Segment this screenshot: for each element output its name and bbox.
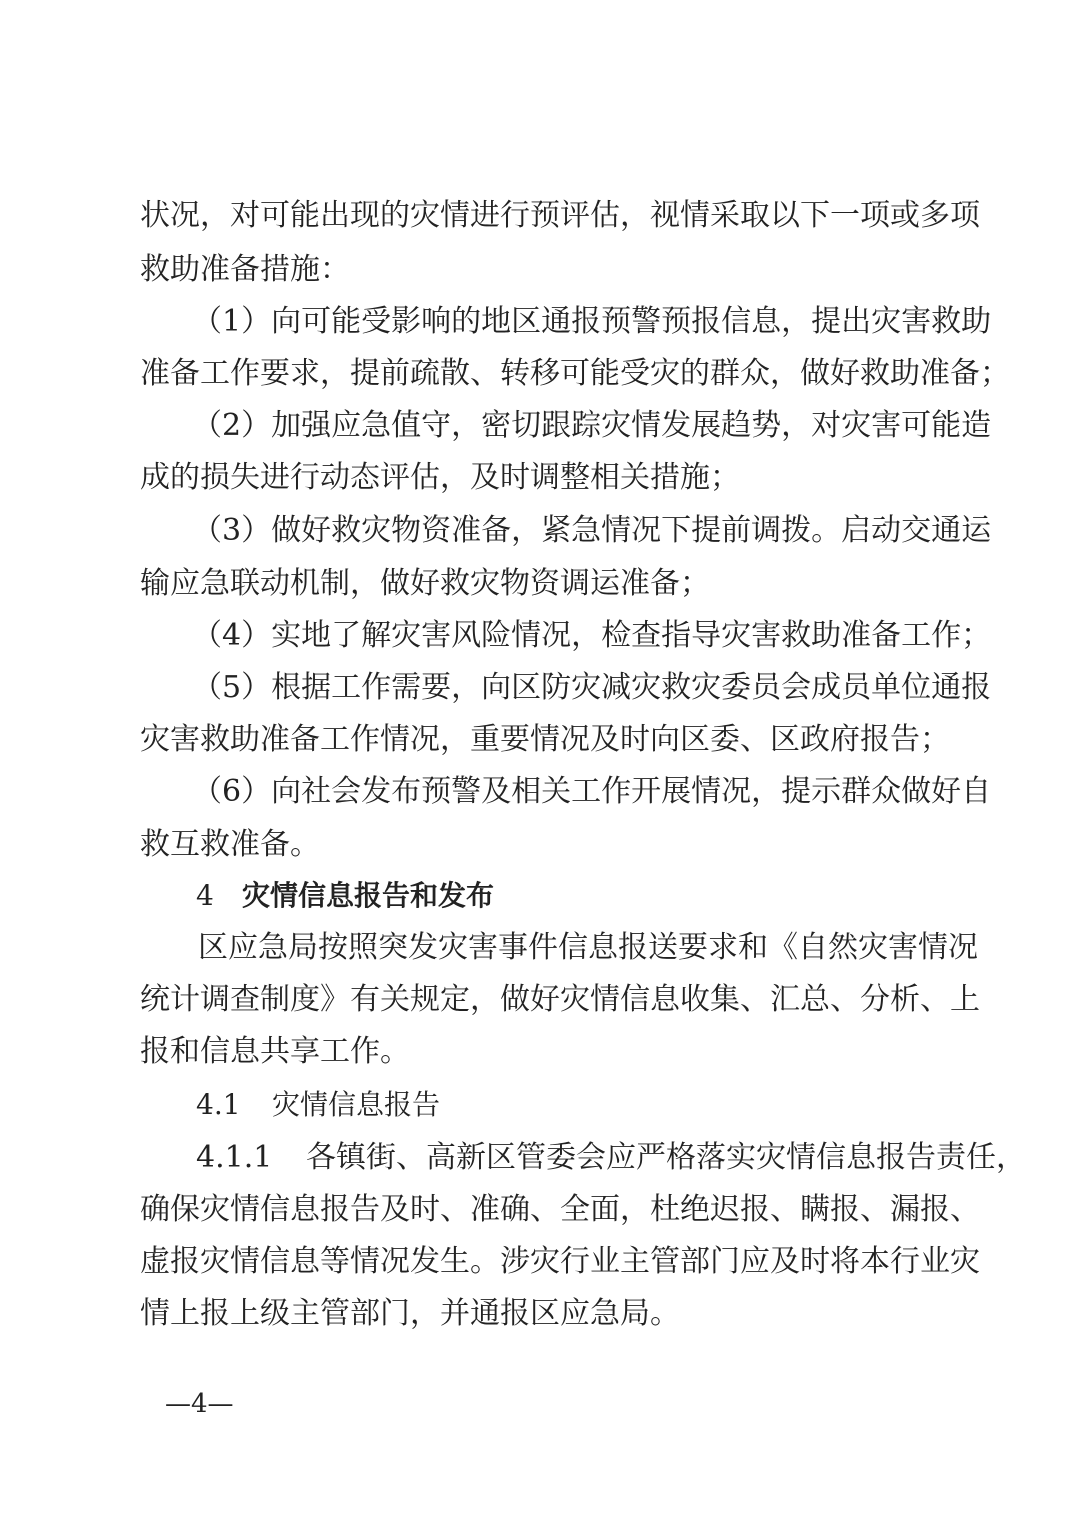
list-item-line: 输应急联动机制，做好救灾物资调运准备； <box>140 566 710 601</box>
paragraph-line: 区应急局按照突发灾害事件信息报送要求和《自然灾害情况 <box>198 930 978 965</box>
page-number: —4— <box>165 1389 234 1419</box>
paragraph-line: 救助准备措施： <box>140 252 350 287</box>
paragraph-line: 状况，对可能出现的灾情进行预评估，视情采取以下一项或多项 <box>140 198 980 233</box>
section-title: 灾情信息报告 <box>272 1088 441 1121</box>
list-item-line: （6）向社会发布预警及相关工作开展情况，提示群众做好自 <box>192 774 992 809</box>
section-text: 各镇街、高新区管委会应严格落实灾情信息报告责任， <box>306 1140 1026 1175</box>
paragraph-line: 统计调查制度》有关规定，做好灾情信息收集、汇总、分析、上 <box>140 982 980 1017</box>
section-number: 4 <box>196 879 214 912</box>
list-item-line: （5）根据工作需要，向区防灾减灾救灾委员会成员单位通报 <box>192 670 992 705</box>
list-item-line: （2）加强应急值守，密切跟踪灾情发展趋势，对灾害可能造 <box>192 408 992 443</box>
list-item-line: 准备工作要求，提前疏散、转移可能受灾的群众，做好救助准备； <box>140 356 1010 391</box>
list-item-line: 灾害救助准备工作情况，重要情况及时向区委、区政府报告； <box>140 722 950 757</box>
section-number: 4.1 <box>196 1088 241 1121</box>
list-item-line: （3）做好救灾物资准备，紧急情况下提前调拨。启动交通运 <box>192 513 992 548</box>
paragraph-line: 确保灾情信息报告及时、准确、全面，杜绝迟报、瞒报、漏报、 <box>140 1192 980 1227</box>
paragraph-line: 报和信息共享工作。 <box>140 1034 410 1069</box>
section-title: 灾情信息报告和发布 <box>242 879 495 912</box>
paragraph-line <box>196 1138 1026 1178</box>
list-item-line: 成的损失进行动态评估，及时调整相关措施； <box>140 460 740 495</box>
section-heading-4-1 <box>196 1085 996 1125</box>
section-number: 4.1.1 <box>196 1140 273 1175</box>
section-heading-4 <box>196 876 996 916</box>
paragraph-line: 情上报上级主管部门，并通报区应急局。 <box>140 1296 680 1331</box>
list-item-line: 救互救准备。 <box>140 827 320 862</box>
list-item-line: （4）实地了解灾害风险情况，检查指导灾害救助准备工作； <box>192 618 992 653</box>
list-item-line: （1）向可能受影响的地区通报预警预报信息，提出灾害救助 <box>192 304 992 339</box>
paragraph-line: 虚报灾情信息等情况发生。涉灾行业主管部门应及时将本行业灾 <box>140 1244 980 1279</box>
